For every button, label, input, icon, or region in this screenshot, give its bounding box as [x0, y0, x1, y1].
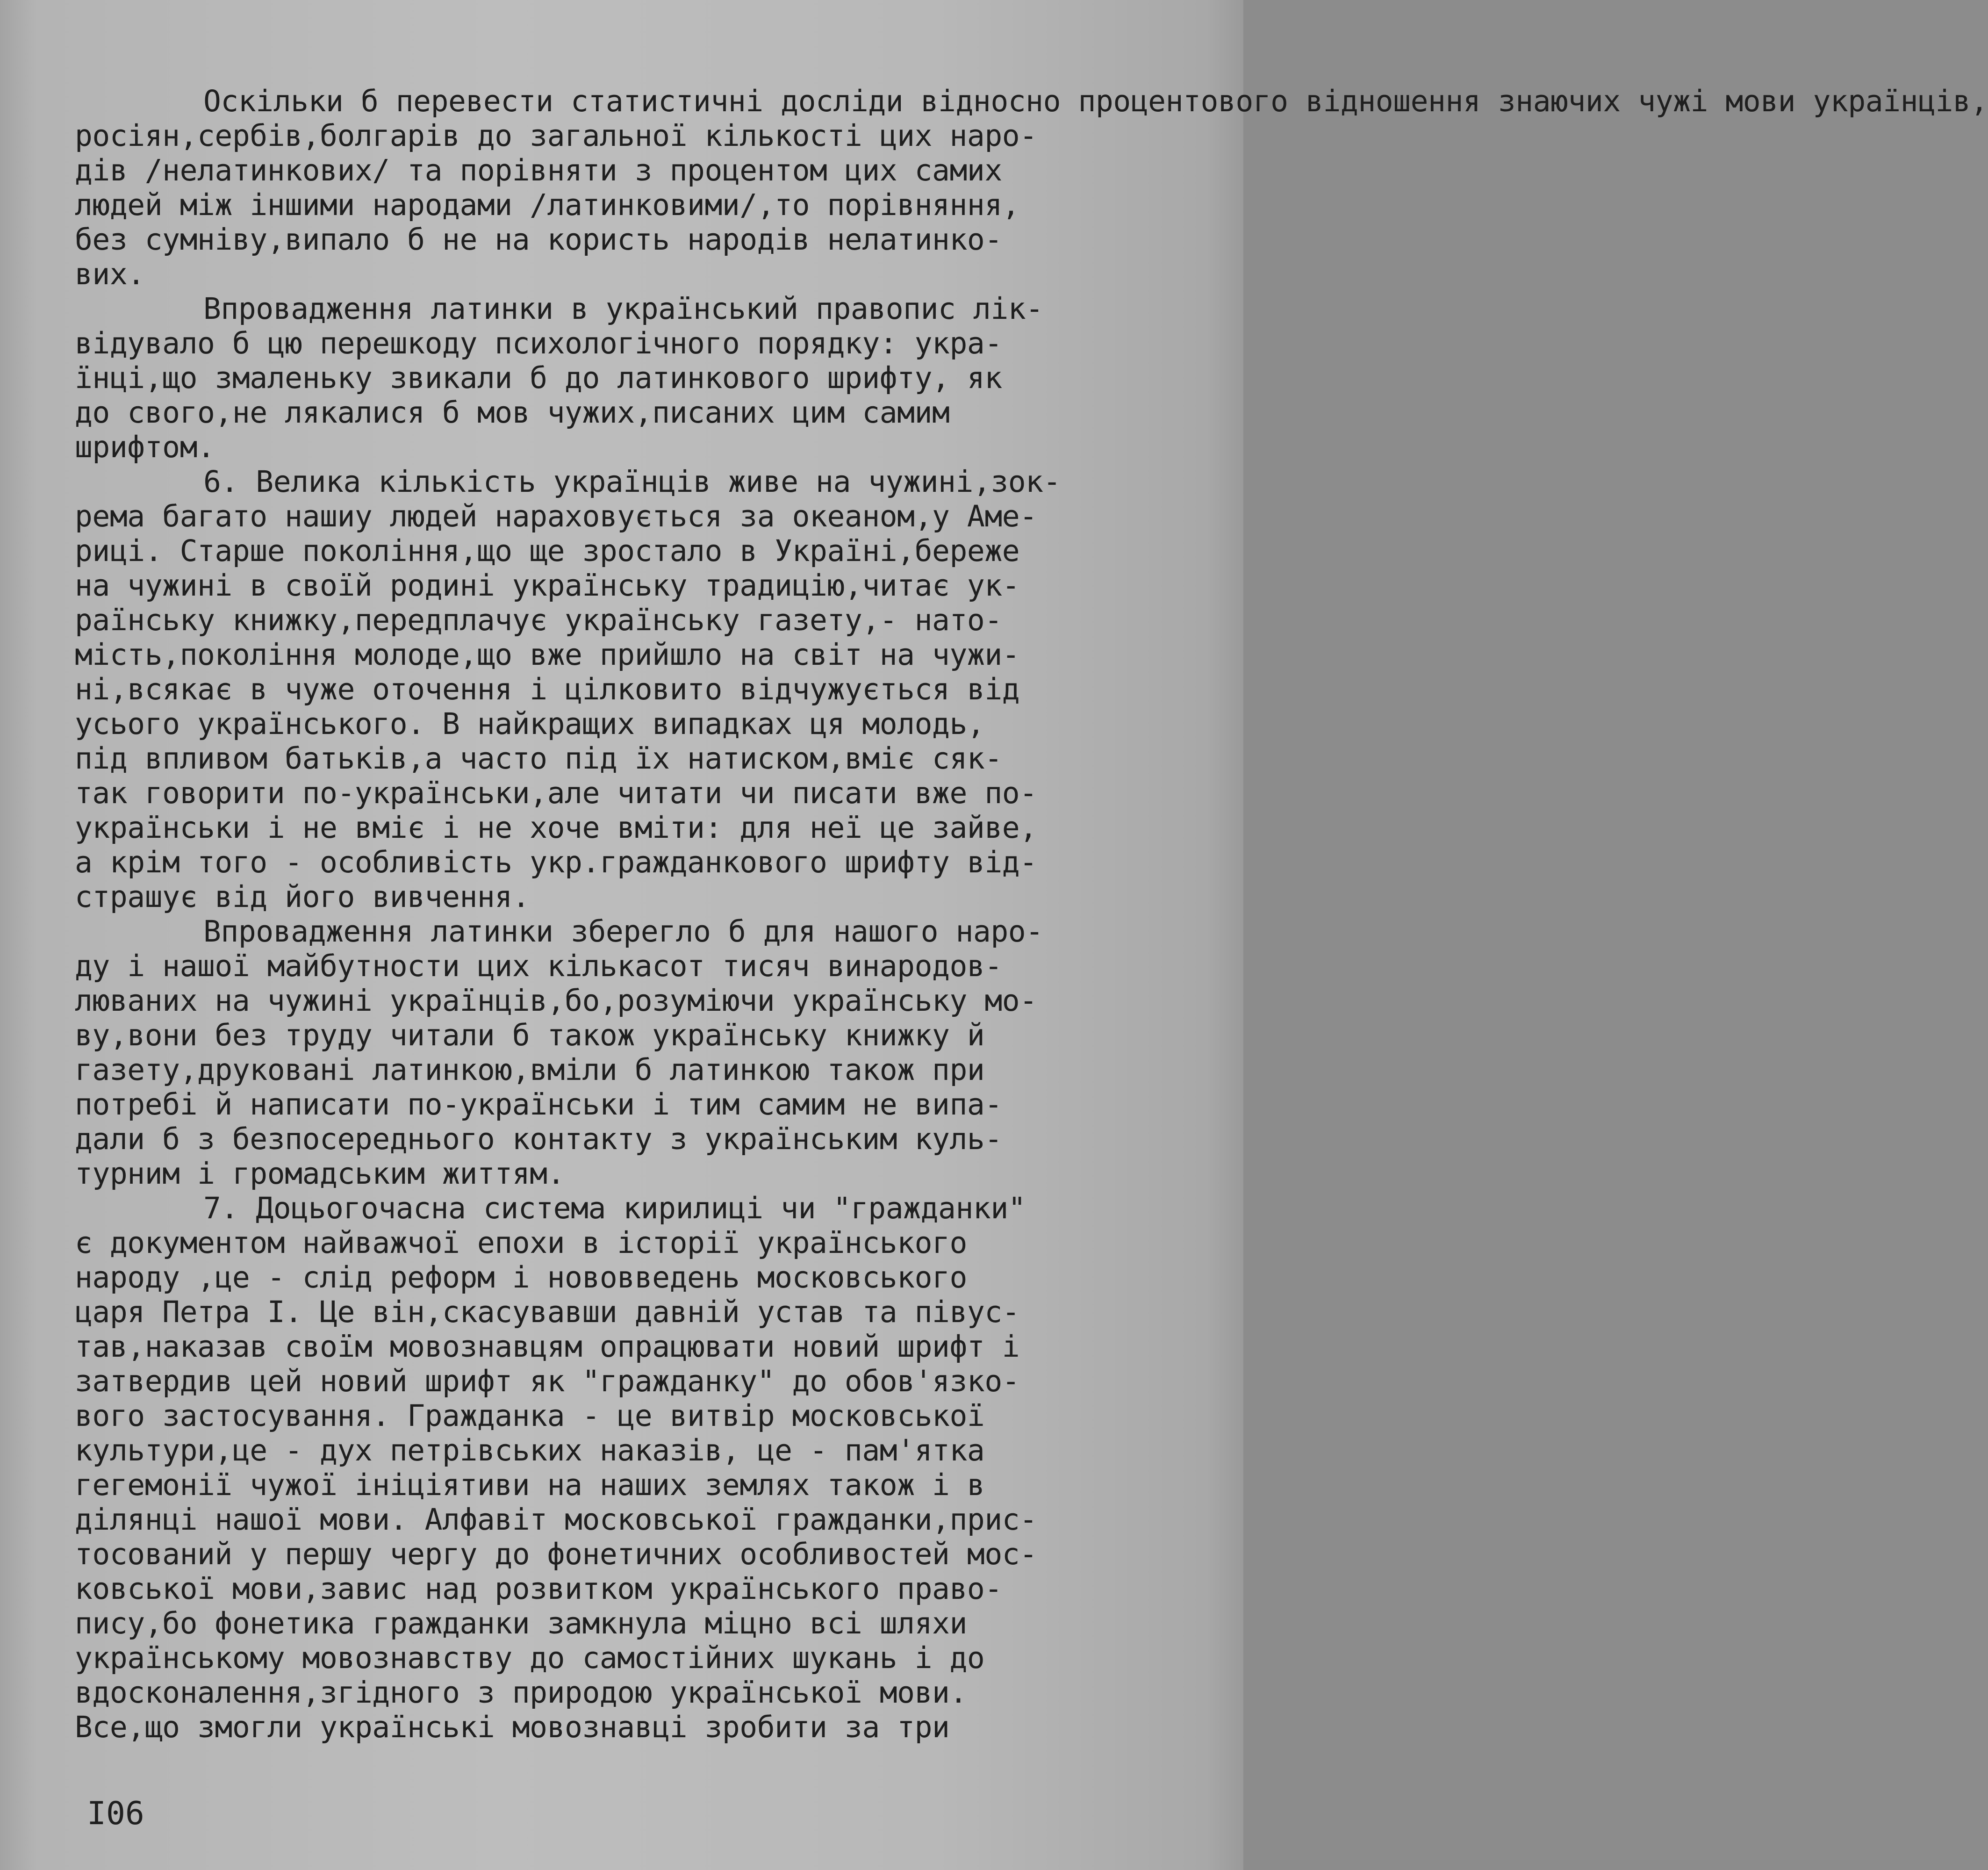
text-line: народу ,це - слід реформ і нововведень московського: [75, 1260, 967, 1295]
typewritten-text: [75, 84, 1988, 1745]
text-line: до свого,не лякалися б мов чужих,писаних цим самим: [75, 396, 950, 430]
text-line: люваних на чужині українців,бо,розуміючи українську мо-: [75, 984, 1037, 1018]
text-line: так говорити по-українськи,але читати чи писати вже по-: [75, 776, 1037, 810]
text-line: дали б з безпосереднього контакту з українським куль-: [75, 1122, 1002, 1156]
text-line: риці. Старше покоління,що ще зростало в Україні,береже: [75, 534, 1020, 568]
text-line: гегемонії чужої ініціятиви на наших землях також і в: [75, 1468, 985, 1502]
text-line: рема багато нашиу людей нараховується за океаном,у Аме-: [75, 499, 1037, 533]
text-line: вдосконалення,згідного з природою української мови.: [75, 1676, 967, 1710]
text-line: раїнську книжку,передплачує українську газету,- нато-: [75, 603, 1002, 637]
text-line: ділянці нашої мови. Алфавіт московської гражданки,прис-: [75, 1503, 1037, 1537]
text-line: 7. Доцьогочасна система кирилиці чи "гражданки": [203, 1191, 1026, 1225]
text-line: ву,вони без труду читали б також українську книжку й: [75, 1018, 985, 1052]
text-line: затвердив цей новий шрифт як "гражданку" до обов'язко-: [75, 1364, 1020, 1398]
text-line: тосований у першу чергу до фонетичних особливостей мос-: [75, 1537, 1037, 1571]
text-line: усього українського. В найкращих випадках ця молодь,: [75, 707, 985, 741]
text-line: ковської мови,завис над розвитком українського право-: [75, 1572, 1002, 1606]
page-number: I06: [87, 1795, 144, 1832]
text-line: без сумніву,випало б не на користь народів нелатинко-: [75, 223, 1002, 257]
text-line: пису,бо фонетика гражданки замкнула міцно всі шляхи: [75, 1606, 967, 1640]
text-line: а крім того - особливість укр.гражданкового шрифту від-: [75, 845, 1037, 879]
text-line: потребі й написати по-українськи і тим самим не випа-: [75, 1087, 1002, 1122]
text-line: мість,покоління молоде,що вже прийшло на світ на чужи-: [75, 638, 1020, 672]
text-line: відувало б цю перешкоду психологічного порядку: укра-: [75, 326, 1002, 360]
text-line: їнці,що змаленьку звикали б до латинкового шрифту, як: [75, 361, 1002, 395]
text-line: Впровадження латинки в український правопис лік-: [203, 292, 1043, 326]
text-line: царя Петра I. Це він,скасувавши давній устав та півус-: [75, 1295, 1020, 1329]
text-line: під впливом батьків,а часто під їх натиском,вміє сяк-: [75, 741, 1002, 776]
text-line: на чужині в своїй родині українську традицію,читає ук-: [75, 568, 1020, 603]
text-line: українському мовознавству до самостійних шукань і до: [75, 1641, 985, 1675]
text-line: Оскільки б перевести статистичні досліди відносно процентового відношення знаючих чужі мови українців,: [203, 84, 1988, 118]
text-line: ні,всякає в чуже оточення і цілковито відчужується від: [75, 672, 1020, 706]
text-line: людей між іншими народами /латинковими/,то порівняння,: [75, 188, 1020, 222]
text-line: дів /нелатинкових/ та порівняти з процентом цих самих: [75, 153, 1002, 187]
text-line: 6. Велика кількість українців живе на чужині,зок-: [203, 465, 1061, 499]
text-line: газету,друковані латинкою,вміли б латинкою також при: [75, 1053, 985, 1087]
text-line: Впровадження латинки зберегло б для нашого наро-: [203, 914, 1043, 949]
text-line: культури,це - дух петрівських наказів, це - пам'ятка: [75, 1433, 985, 1467]
text-line: є документом найважчої епохи в історії українського: [75, 1226, 967, 1260]
text-line: ду і нашої майбутности цих кількасот тисяч винародов-: [75, 949, 1002, 983]
text-line: шрифтом.: [75, 430, 215, 464]
text-line: тав,наказав своїм мовознавцям опрацювати новий шрифт і: [75, 1330, 1020, 1364]
text-line: страшує від його вивчення.: [75, 880, 530, 914]
text-line: вого застосування. Гражданка - це витвір московської: [75, 1399, 985, 1433]
text-line: росіян,сербів,болгарів до загальної кількості цих наро-: [75, 119, 1037, 153]
text-line: Все,що змогли українські мовознавці зробити за три: [75, 1710, 950, 1744]
text-line: українськи і не вміє і не хоче вміти: для неї це зайве,: [75, 811, 1037, 845]
text-line: турним і громадським життям.: [75, 1157, 565, 1191]
text-line: вих.: [75, 257, 145, 291]
